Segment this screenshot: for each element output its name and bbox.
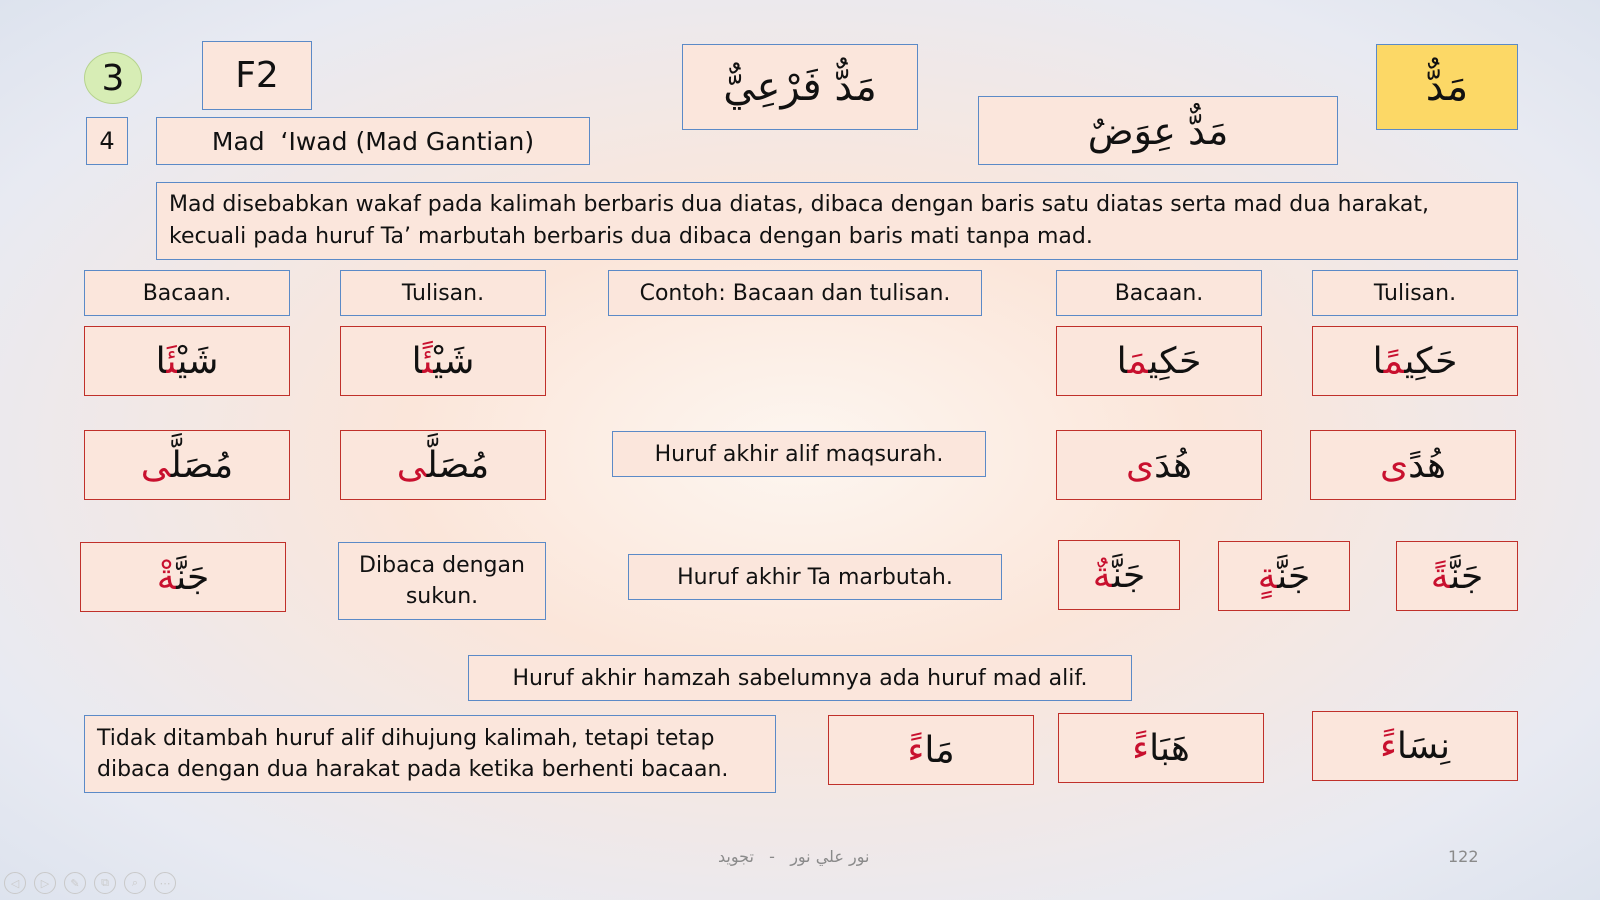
- example-huda-tulisan: هُدًى: [1310, 430, 1516, 500]
- slides-grid-icon[interactable]: ⧉: [94, 872, 116, 894]
- footer-title: نور علي نور - تجويد: [718, 847, 870, 866]
- next-slide-icon[interactable]: ▷: [34, 872, 56, 894]
- heading-madd: مَدٌّ: [1376, 44, 1518, 130]
- label-tulisan-right: Tulisan.: [1312, 270, 1518, 316]
- pen-icon[interactable]: ✎: [64, 872, 86, 894]
- example-nisaan: نِسَاءً: [1312, 711, 1518, 781]
- more-options-icon[interactable]: ⋯: [154, 872, 176, 894]
- example-hakiman-bacaan: حَكِيمَا: [1056, 326, 1262, 396]
- sub-number-box: 4: [86, 117, 128, 165]
- label-hamzah: Huruf akhir hamzah sabelumnya ada huruf mad alif.: [468, 655, 1132, 701]
- label-alif-maqsurah: Huruf akhir alif maqsurah.: [612, 431, 986, 477]
- slide-controls: [4, 872, 176, 894]
- code-box: F2: [202, 41, 312, 110]
- example-musalla-tulisan: مُصَلَّى: [340, 430, 546, 500]
- example-huda-bacaan: هُدَى: [1056, 430, 1262, 500]
- heading-madd-iwad: مَدٌّ عِوَضٌ: [978, 96, 1338, 165]
- heading-madd-far: مَدٌّ فَرْعِيٌّ: [682, 44, 918, 130]
- label-bacaan-left: Bacaan.: [84, 270, 290, 316]
- page-number: 122: [1448, 847, 1479, 866]
- label-ta-marbutah: Huruf akhir Ta marbutah.: [628, 554, 1002, 600]
- example-jannatin: جَنَّةٍ: [1218, 541, 1350, 611]
- example-jannatan: جَنَّةً: [1396, 541, 1518, 611]
- label-dibaca-sukun: Dibaca dengan sukun.: [338, 542, 546, 620]
- example-shayan-tulisan: شَيْئًا: [340, 326, 546, 396]
- label-bacaan-right: Bacaan.: [1056, 270, 1262, 316]
- description-box: Mad disebabkan wakaf pada kalimah berbaris dua diatas, dibaca dengan baris satu diatas serta mad dua harakat, kecuali pada huruf Ta’ marbutah berbaris dua dibaca dengan baris mati tanpa mad.: [156, 182, 1518, 260]
- label-tulisan-left: Tulisan.: [340, 270, 546, 316]
- example-jannatun: جَنَّةٌ: [1058, 540, 1180, 610]
- example-jannah-sukun: جَنَّةْ: [80, 542, 286, 612]
- title-box: Mad ‘Iwad (Mad Gantian): [156, 117, 590, 165]
- slide-number-circle: 3: [84, 52, 142, 104]
- example-hakiman-tulisan: حَكِيمًا: [1312, 326, 1518, 396]
- example-shayan-bacaan: شَيْئَا: [84, 326, 290, 396]
- zoom-icon[interactable]: ⌕: [124, 872, 146, 894]
- previous-slide-icon[interactable]: ◁: [4, 872, 26, 894]
- label-tidak-ditambah: Tidak ditambah huruf alif dihujung kalimah, tetapi tetap dibaca dengan dua harakat pada ketika berhenti bacaan.: [84, 715, 776, 793]
- example-habaan: هَبَاءً: [1058, 713, 1264, 783]
- example-musalla-bacaan: مُصَلَّى: [84, 430, 290, 500]
- label-contoh: Contoh: Bacaan dan tulisan.: [608, 270, 982, 316]
- example-maan: مَاءً: [828, 715, 1034, 785]
